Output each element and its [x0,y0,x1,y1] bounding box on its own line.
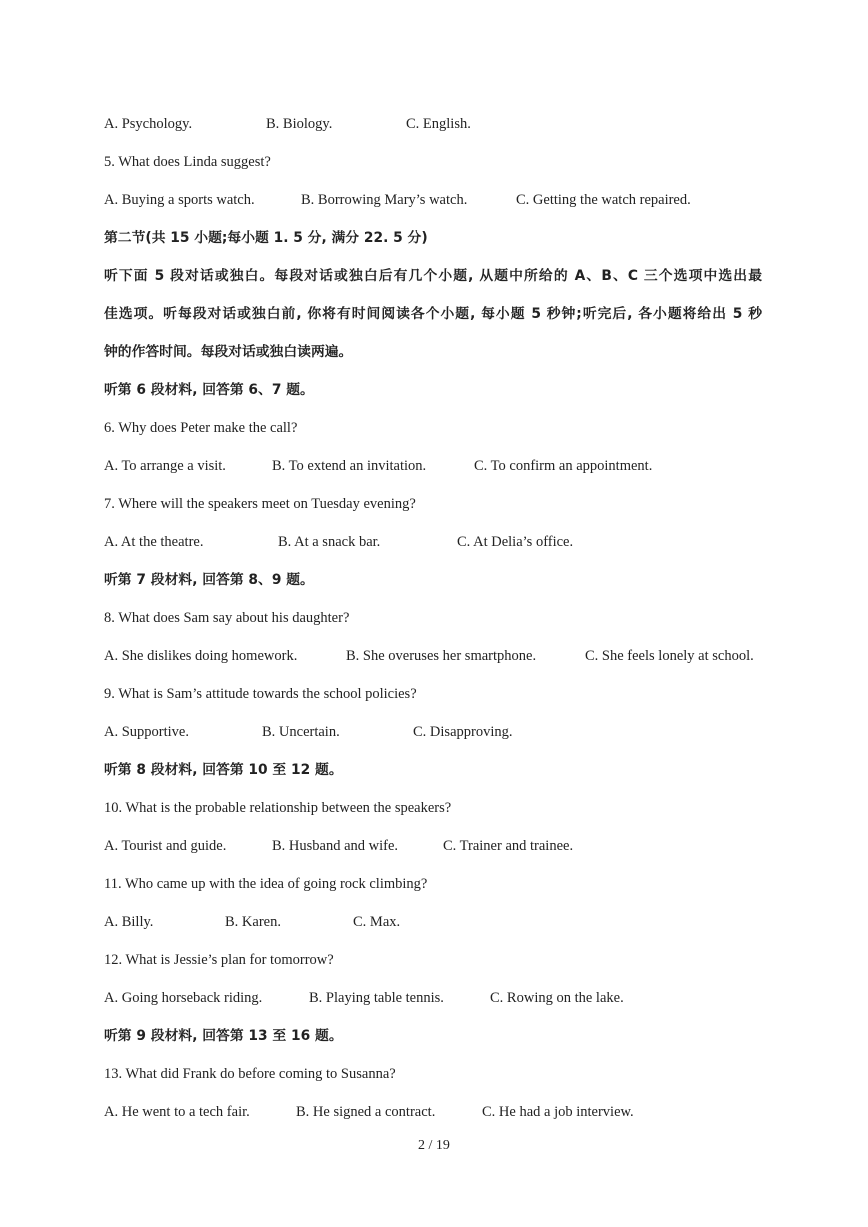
answer-option: B. Uncertain. [262,724,340,740]
answer-option: A. Billy. [104,914,154,930]
question-text: 9. What is Sam’s attitude towards the school policies? [104,686,417,702]
question-text: 11. Who came up with the idea of going rock climbing? [104,876,428,892]
answer-option: C. Rowing on the lake. [490,990,624,1006]
answer-option: B. Husband and wife. [272,838,399,854]
question-text: 13. What did Frank do before coming to Susanna? [104,1066,396,1082]
answer-option: B. Playing table tennis. [309,990,444,1006]
answer-option: A. He went to a tech fair. [104,1104,250,1120]
answer-option: C. She feels lonely at school. [585,648,754,664]
answer-option: A. Psychology. [104,116,193,132]
answer-option: C. He had a job interview. [482,1104,634,1120]
answer-option: C. To confirm an appointment. [474,458,653,474]
answer-option: B. She overuses her smartphone. [346,648,537,664]
question-text: 6. Why does Peter make the call? [104,420,298,436]
section-heading: 听第 9 段材料, 回答第 13 至 16 题。 [104,1028,343,1044]
question-text: 5. What does Linda suggest? [104,154,271,170]
section-heading: 听第 6 段材料, 回答第 6、7 题。 [104,382,314,398]
section-heading: 听第 8 段材料, 回答第 10 至 12 题。 [104,762,343,778]
answer-option: A. Supportive. [104,724,189,740]
answer-option: C. Disapproving. [413,724,513,740]
page-number: 2 / 19 [418,1138,450,1153]
question-text: 10. What is the probable relationship between the speakers? [104,800,452,816]
answer-option: A. Buying a sports watch. [104,192,255,208]
question-text: 8. What does Sam say about his daughter? [104,610,350,626]
answer-option: B. He signed a contract. [296,1104,436,1120]
instruction-text: 听下面 5 段对话或独白。每段对话或独白后有几个小题, 从题中所给的 A、B、C 三个选项中选出最 [104,268,762,284]
answer-option: B. To extend an invitation. [272,458,427,474]
instruction-text: 佳选项。听每段对话或独白前, 你将有时间阅读各个小题, 每小题 5 秒钟;听完后, 各小题将给出 5 秒 [104,306,762,322]
section-heading: 听第 7 段材料, 回答第 8、9 题。 [104,572,314,588]
answer-option: B. Borrowing Mary’s watch. [301,192,468,208]
section-heading: 第二节(共 15 小题;每小题 1. 5 分, 满分 22. 5 分) [104,230,428,246]
instruction-text: 钟的作答时间。每段对话或独白读两遍。 [104,344,353,360]
answer-option: B. Karen. [225,914,281,930]
answer-option: C. English. [406,116,471,132]
answer-option: A. Tourist and guide. [104,838,227,854]
answer-option: C. Max. [353,914,401,930]
answer-option: B. At a snack bar. [278,534,381,550]
answer-option: C. At Delia’s office. [457,534,574,550]
answer-option: A. She dislikes doing homework. [104,648,298,664]
answer-option: A. To arrange a visit. [104,458,226,474]
answer-option: A. Going horseback riding. [104,990,263,1006]
answer-option: B. Biology. [266,116,333,132]
answer-option: C. Getting the watch repaired. [516,192,691,208]
question-text: 12. What is Jessie’s plan for tomorrow? [104,952,334,968]
answer-option: A. At the theatre. [104,534,204,550]
question-text: 7. Where will the speakers meet on Tuesday evening? [104,496,416,512]
answer-option: C. Trainer and trainee. [443,838,574,854]
